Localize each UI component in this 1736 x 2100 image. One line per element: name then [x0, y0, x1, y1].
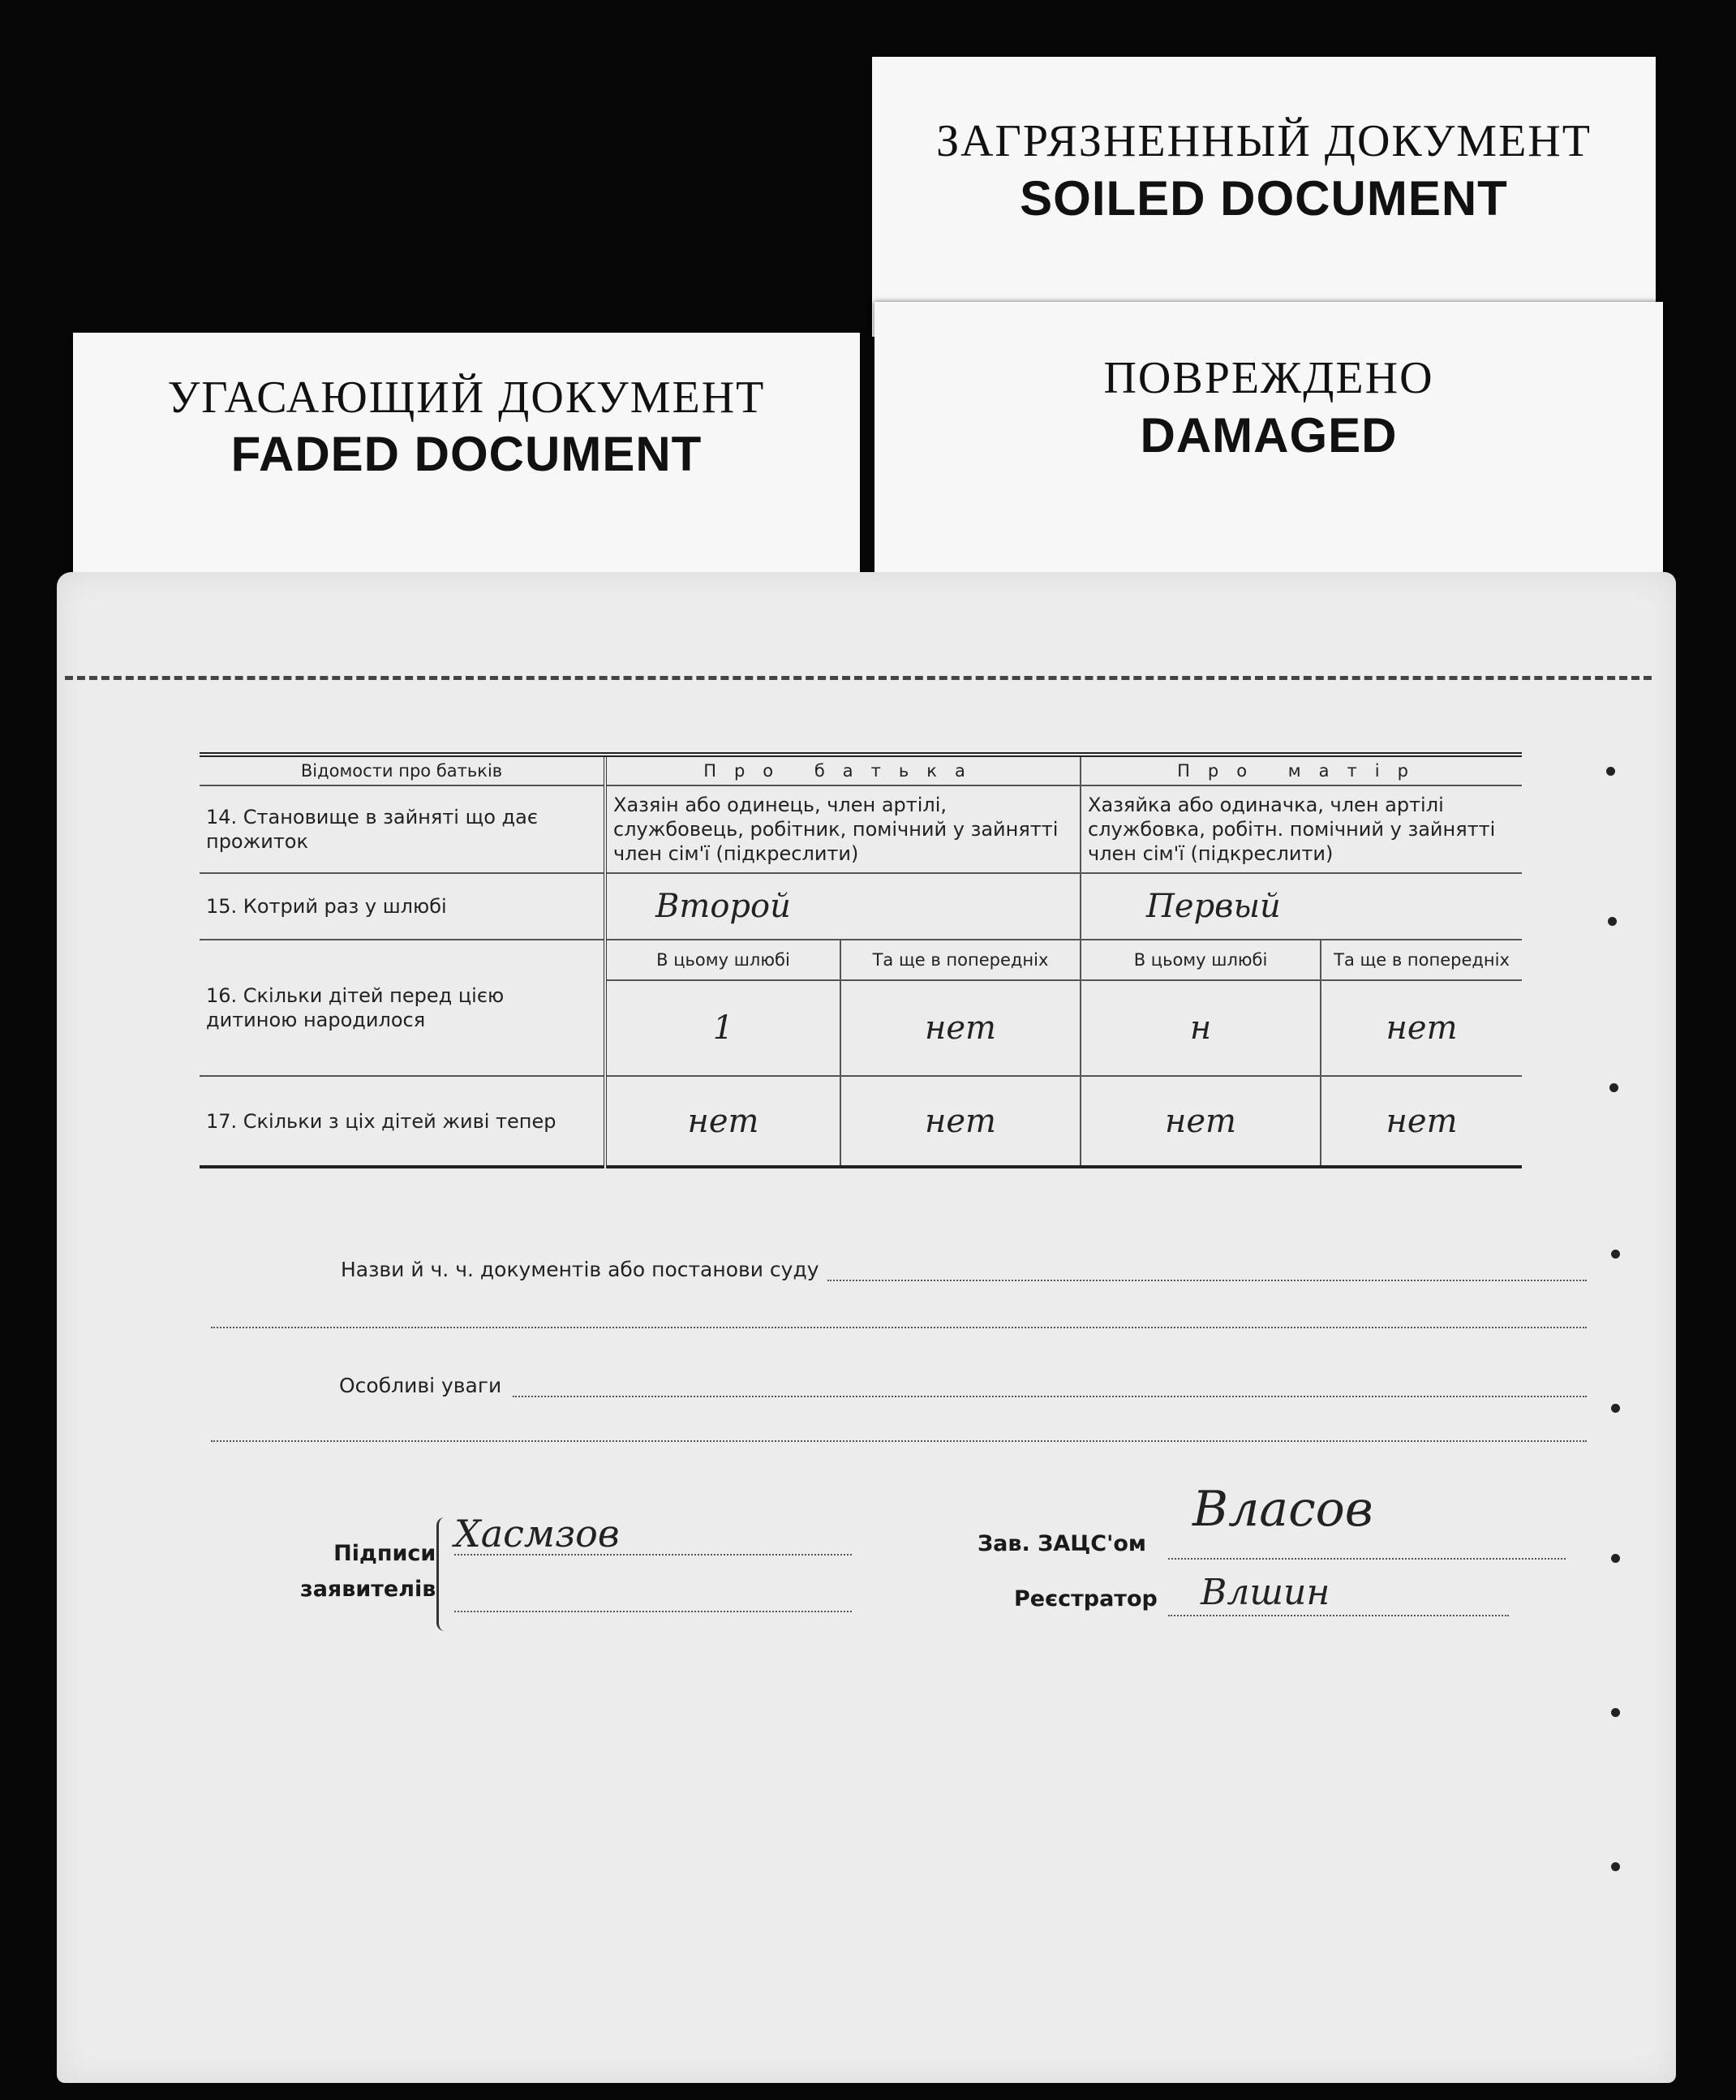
applicants-label — [300, 1536, 436, 1607]
punch-hole — [1608, 917, 1617, 926]
row14-label: 14. Становище в зайняті що дає прожиток — [200, 785, 605, 873]
row15-father: Второй — [605, 873, 1081, 940]
header-father: Про батька — [605, 755, 1081, 785]
form-sheet — [57, 572, 1676, 2083]
damaged-card-en: DAMAGED — [1140, 408, 1398, 463]
punch-hole — [1611, 1554, 1620, 1563]
punch-hole — [1609, 1083, 1618, 1092]
head-signature: Власов — [1192, 1481, 1373, 1538]
notes-label: Особливі уваги — [339, 1374, 502, 1397]
row17-value-2: нет — [840, 1076, 1081, 1167]
faded-document-card — [73, 333, 860, 600]
punch-hole — [1611, 1250, 1620, 1259]
row16-value-2: нет — [840, 980, 1081, 1076]
documents-label: Назви й ч. ч. документів або постанови суду — [341, 1258, 819, 1281]
applicants-brace — [436, 1517, 453, 1631]
soiled-document-card — [872, 57, 1656, 337]
row16-value-4: нет — [1321, 980, 1522, 1076]
registrar-signature: Влшин — [1201, 1572, 1330, 1613]
sub-this-marriage-mother: В цьому шлюбі — [1081, 940, 1321, 980]
applicant-signature-line-2 — [454, 1611, 852, 1612]
registrar-label: Реєстратор — [1014, 1586, 1158, 1612]
notes-field-line-2 — [211, 1432, 1587, 1442]
notes-field — [513, 1375, 1587, 1397]
parents-table — [200, 752, 1522, 1168]
row16-value-3: н — [1081, 980, 1321, 1076]
applicants-label-1: Підписи — [333, 1541, 436, 1566]
row14-mother: Хазяйка або одиначка, член артілі службовка, робітн. помічний у зайнятті член сім'ї (підкреслити) — [1081, 785, 1522, 873]
row17-value-3: нет — [1081, 1076, 1321, 1167]
sub-previous-father: Та ще в попередніх — [840, 940, 1081, 980]
punch-hole — [1611, 1404, 1620, 1413]
punch-hole — [1611, 1708, 1620, 1717]
documents-field-line-2 — [211, 1319, 1587, 1328]
faded-card-ru: УГАСАЮЩИЙ ДОКУМЕНТ — [167, 372, 766, 423]
faded-card-en: FADED DOCUMENT — [230, 427, 703, 481]
punch-hole — [1611, 1862, 1620, 1871]
notes-row — [211, 1374, 1587, 1397]
applicants-label-2: заявителів — [300, 1577, 436, 1602]
damaged-card — [874, 302, 1663, 594]
row16-value-1: 1 — [605, 980, 840, 1076]
punch-hole — [1606, 767, 1615, 776]
perforation-line — [65, 676, 1652, 680]
registrar-signature-line — [1168, 1615, 1509, 1616]
soiled-card-en: SOILED DOCUMENT — [1020, 171, 1508, 226]
applicant-signature: Хасмзов — [454, 1512, 620, 1556]
row16-label: 16. Скільки дітей перед цією дитиною народилося — [206, 984, 505, 1031]
head-signature-line — [1168, 1558, 1566, 1560]
documents-row — [211, 1258, 1587, 1281]
row14-father: Хазяін або одинець, член артілі, службовець, робітник, помічний у зайнятті член сім'ї (підкреслити) — [605, 785, 1081, 873]
damaged-card-ru: ПОВРЕЖДЕНО — [1103, 353, 1434, 403]
documents-field — [827, 1259, 1587, 1281]
row17-value-4: нет — [1321, 1076, 1522, 1167]
row15-label: 15. Котрий раз у шлюбі — [200, 873, 605, 940]
header-label: Відомости про батьків — [200, 755, 605, 785]
row17-value-1: нет — [605, 1076, 840, 1167]
row15-mother: Первый — [1081, 873, 1522, 940]
sub-this-marriage-father: В цьому шлюбі — [605, 940, 840, 980]
header-mother: Про матір — [1081, 755, 1522, 785]
row17-label: 17. Скільки з ціх дітей живі тепер — [200, 1076, 605, 1167]
sub-previous-mother: Та ще в попередніх — [1321, 940, 1522, 980]
head-label: Зав. ЗАЦС'ом — [978, 1531, 1146, 1556]
soiled-card-ru: ЗАГРЯЗНЕННЫЙ ДОКУМЕНТ — [936, 116, 1592, 166]
